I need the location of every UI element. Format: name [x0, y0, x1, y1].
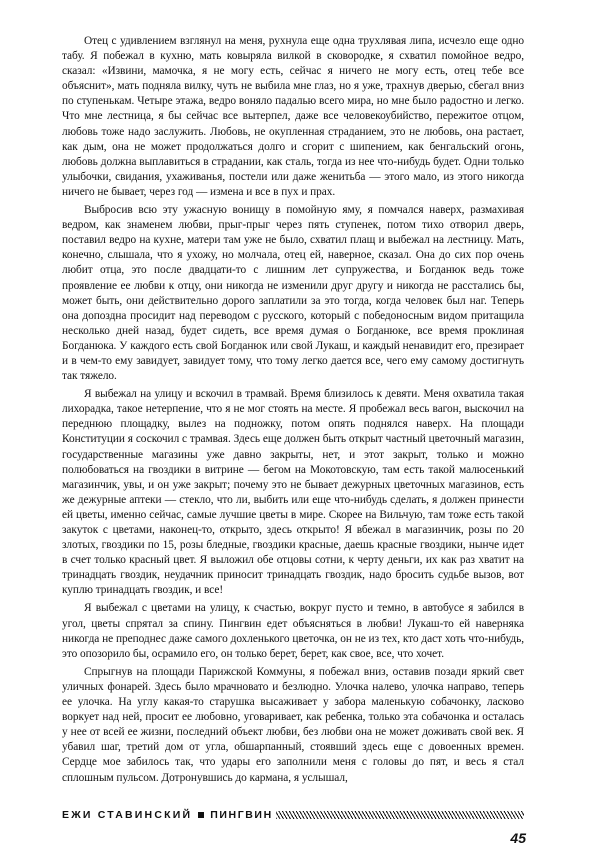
- page-body: [62, 34, 524, 789]
- square-separator-icon: [198, 812, 204, 818]
- hatch-rule-decoration: [276, 811, 524, 819]
- footer-author: ЕЖИ СТАВИНСКИЙ: [62, 809, 193, 821]
- paragraph-2: Выбросив всю эту ужасную вонищу в помойную яму, я помчался наверх, размахивая ведром, как знаменем любви, прыг-прыг через пять ступенек, потом тихо отворил дверь, поставил ведро на кухне, матери там уже не было, схватил плащ и выбежал на лестницу. Мать, конечно, слышала, что я ухожу, но молчала, отец ей, наверное, сказал. Она до сих пор очень любит отца, это после двадцати-то с лишним лет супружества, и Богданюк ведь тоже проявление ее любви к отцу, они никогда не изменили друг другу и никогда не расстались бы, может быть, они действительно дорого заплатили за это тогда, когда человек был наг. Теперь она допоздна просидит над переводом с русского, который с победоносным видом притащила несколько дней назад, будет сидеть, все время думая о Богданюке, все время проклиная Богданюка. У каждого есть свой Богданюк или свой Лукаш, и каждый ненавидит его, презирает и в чем-то ему завидует, завидует тому, что тому легко дается все, чего ему самому достигнуть так тяжело.: [62, 204, 524, 383]
- paragraph-1: Отец с удивлением взглянул на меня, рухнула еще одна трухлявая липа, исчезло еще одно табу. Я побежал в кухню, мать ковыряла вилкой в сковородке, я схватил помойное ведро, сказал: «Извини, мамочка, я не могу есть, сейчас я ничего не могу есть, отец тебе все объяснит», мать подняла вилку, чуть не выбила мне глаз, но я уже, трахнув дверью, сбегал вниз по ступенькам. Четыре этажа, ведро воняло падалью всего мира, но мне было радостно и легко. Что мне лестница, я бы сейчас все вытерпел, даже все человекоубийство, пережитое отцом, любовь тоже надо заслужить. Любовь, не окупленная страданием, это не любовь, она растает, как дым, она не может продолжаться долго и сгорит с шипением, как бенгальский огонь, любовь должна выплавиться в страдании, как сталь, тогда из нее что-нибудь будет. Одни только улыбочки, свидания, ухаживанья, постели или даже женитьба — этого мало, из этого никогда ничего не бывает, через год — измена и все в пух и прах.: [62, 35, 524, 198]
- paragraph-3: Я выбежал на улицу и вскочил в трамвай. Время близилось к девяти. Меня охватила такая лихорадка, такое нетерпение, что я не мог стоять на месте. Я пробежал весь вагон, выскочил на переднюю площадку, вылез на подножку, потом опять поднялся наверх. На площади Конституции я соскочил с трамвая. Здесь еще должен быть открыт частный цветочный магазин, государственные магазины уже давно закрыты, нет, и этот закрыт, только и можно полюбоваться на гвоздики в витрине — бегом на Мокотовскую, там есть такой малюсенький магазинчик, увы, и он уже закрыт; почему это не бывает дежурных цветочных магазинов, есть же дежурные аптеки — стекло, что ли, выбить или еще что-нибудь сделать, я должен принести ей цветы, именно сейчас, самые лучшие цветы в мире. Скорее на Вильчую, там тоже есть такой закуток с цветами, наконец-то, открыто, здесь открыто! Я вбежал в магазинчик, розы по 20 злотых, гвоздики по 15, розы бледные, гвоздики красные, даешь красные гвоздики, нынче идет в счет только красный цвет. Я выложил обе отцовы сотни, к черту деньги, их как раз хватит на тринадцать гвоздик, неудачник приносит тринадцать гвоздик, надо бросить судьбе вызов, вот куплю тринадцать гвоздик, и все!: [62, 388, 524, 597]
- page-number: 45: [510, 830, 526, 846]
- paragraph-4: Я выбежал с цветами на улицу, к счастью, вокруг пусто и темно, в автобусе я забился в угол, цветы спрятал за спину. Пингвин едет объясняться в любви! Лукаш-то ей наверняка никогда не преподнес даже самого дохленького цветочка, он не из тех, кто даст хоть что-нибудь, это опозорило бы, осрамило его, он только берет, берет, как свое, все, что хочет.: [62, 602, 524, 660]
- paragraph-5: Спрыгнув на площади Парижской Коммуны, я побежал вниз, оставив позади яркий свет уличных фонарей. Здесь было мрачновато и безлюдно. Улочка налево, улочка направо, теперь ее улочка. На углу какая-то старушка высаживает у забора маленькую собачонку, ласково воркует над ней, просит ее любовно, уговаривает, как ребенка, только эта собачонка и осталась у нее от всей ее жизни, последний объект любви, без любви она не может доживать свой век. Я убавил шаг, третий дом от угла, обшарпанный, стоявший здесь еще с довоенных времен. Сердце мое забилось так, что удары его заполнили меня с головы до пят, и весь я стал сплошным пульсом. Дотронувшись до кармана, я услышал,: [62, 665, 524, 784]
- running-footer: [62, 807, 524, 823]
- footer-title: ПИНГВИН: [210, 809, 273, 821]
